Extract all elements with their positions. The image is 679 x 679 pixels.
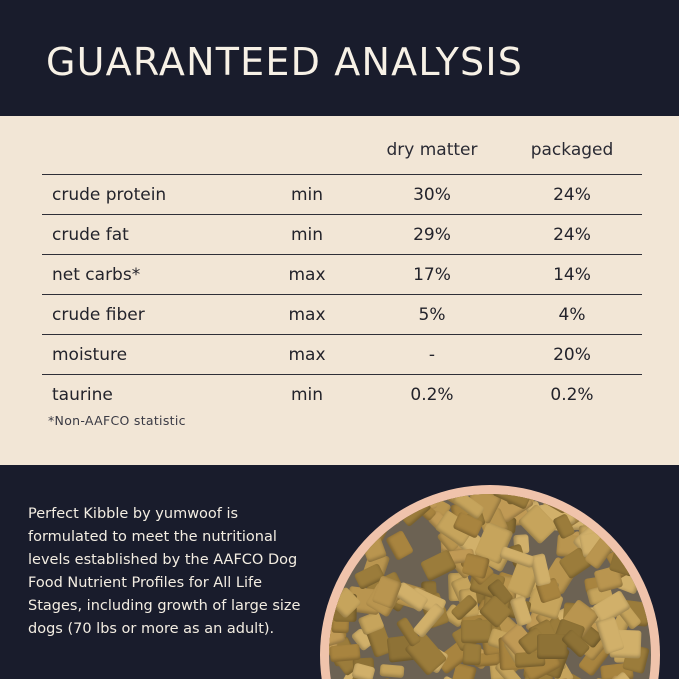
table-row — [42, 215, 642, 255]
kibble-piece — [385, 529, 414, 560]
column-header-dry-matter: dry matter — [386, 140, 478, 160]
cell-dry-matter: 0.2% — [362, 375, 502, 415]
cell-qualifier: max — [252, 335, 362, 375]
kibble-bowl-image — [320, 485, 660, 679]
table-wrapper — [42, 134, 642, 415]
cell-qualifier: min — [252, 215, 362, 255]
table-row — [42, 295, 642, 335]
cell-qualifier: min — [252, 375, 362, 415]
cell-packaged: 14% — [502, 255, 642, 295]
kibble-piece — [460, 620, 491, 643]
cell-nutrient: crude fiber — [42, 295, 252, 335]
column-header-packaged: packaged — [530, 140, 614, 160]
kibble-piece — [463, 644, 482, 666]
column-header-nutrient — [42, 134, 252, 175]
column-header-qualifier — [252, 134, 362, 175]
cell-nutrient: crude protein — [42, 175, 252, 215]
kibble-piece — [329, 643, 360, 662]
kibble-bowl-contents — [329, 494, 651, 679]
cell-packaged: 24% — [502, 175, 642, 215]
aafco-statement-panel — [0, 465, 679, 679]
cell-dry-matter: 5% — [362, 295, 502, 335]
table-row — [42, 175, 642, 215]
cell-nutrient: moisture — [42, 335, 252, 375]
cell-dry-matter: 17% — [362, 255, 502, 295]
table-row — [42, 335, 642, 375]
header-bar — [0, 0, 679, 116]
aafco-statement-text: Perfect Kibble by yumwoof is formulated to meet the nutritional levels established by the AAFCO Dog Food Nutrient Profiles for All Life Stages, including growth of large size dogs (70 lbs or more as an adult). — [28, 506, 301, 637]
table-row — [42, 255, 642, 295]
table-footnote: *Non-AAFCO statistic — [48, 413, 186, 428]
cell-nutrient: taurine — [42, 375, 252, 415]
cell-packaged: 4% — [502, 295, 642, 335]
table-header-row — [42, 134, 642, 175]
cell-qualifier: max — [252, 255, 362, 295]
guaranteed-analysis-table — [42, 134, 642, 415]
cell-packaged: 0.2% — [502, 375, 642, 415]
page-title: GUARANTEED ANALYSIS — [46, 40, 524, 84]
cell-packaged: 20% — [502, 335, 642, 375]
table-row — [42, 375, 642, 415]
cell-qualifier: max — [252, 295, 362, 335]
cell-qualifier: min — [252, 175, 362, 215]
cell-nutrient: crude fat — [42, 215, 252, 255]
table-body — [42, 175, 642, 415]
kibble-piece — [379, 664, 404, 678]
cell-packaged: 24% — [502, 215, 642, 255]
cell-dry-matter: 30% — [362, 175, 502, 215]
table-header — [42, 134, 642, 175]
guaranteed-analysis-panel — [0, 116, 679, 465]
cell-nutrient: net carbs* — [42, 255, 252, 295]
cell-dry-matter: - — [362, 335, 502, 375]
cell-dry-matter: 29% — [362, 215, 502, 255]
